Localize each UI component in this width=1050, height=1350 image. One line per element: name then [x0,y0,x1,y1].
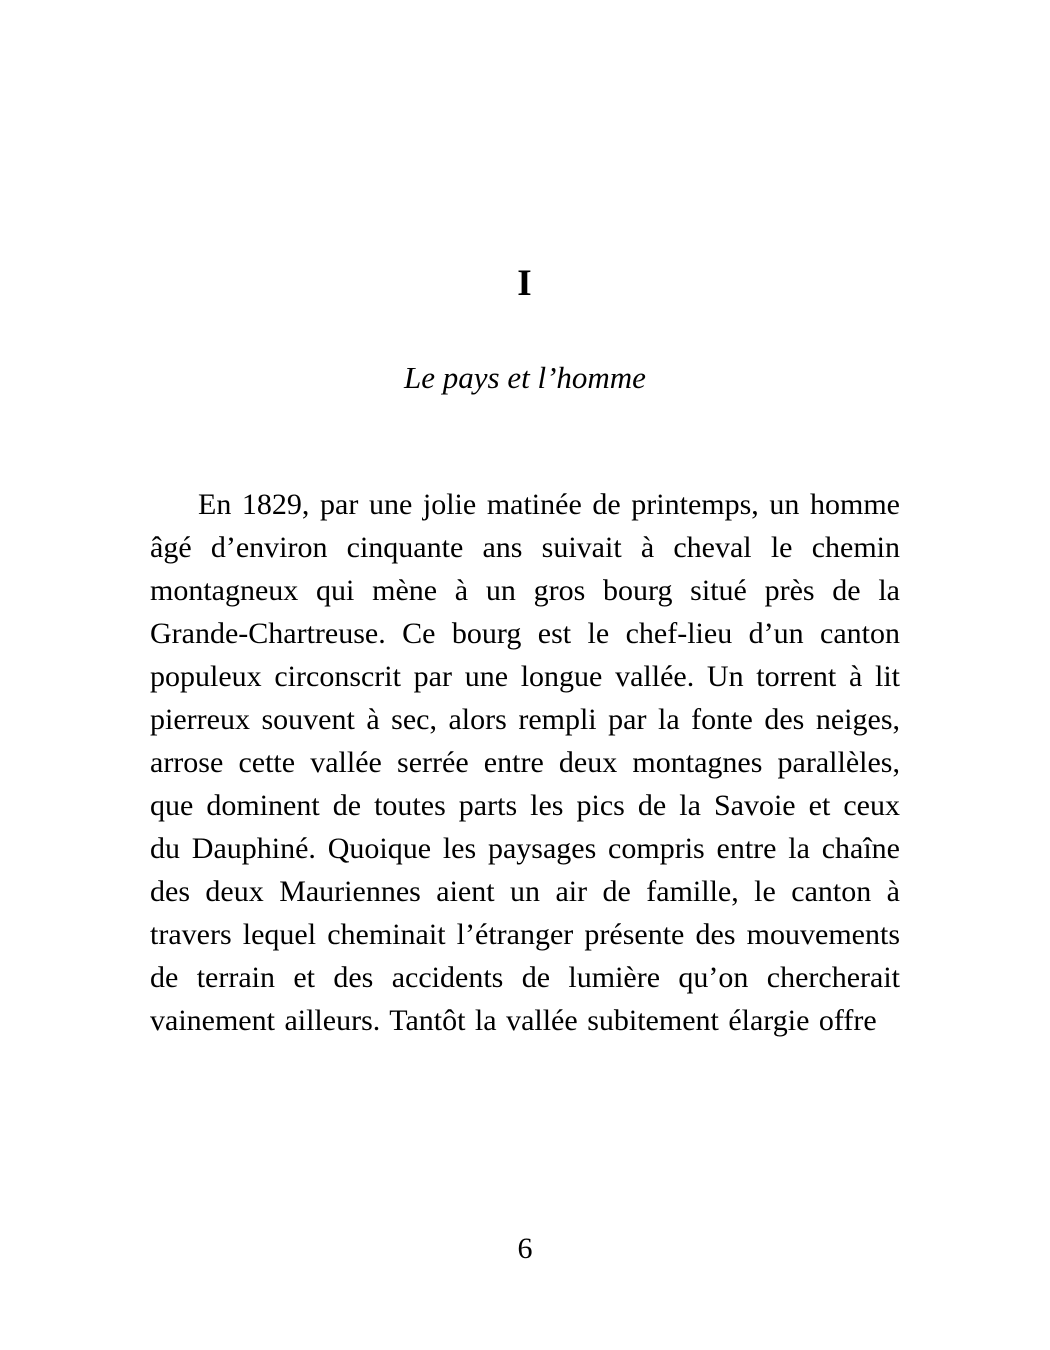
body-paragraph: En 1829, par une jolie matinée de printemps, un homme âgé d’environ cinquante ans suivait à cheval le chemin montagneux qui mène à un gros bourg situé près de la Grande-Chartreuse. Ce bourg est le chef-lieu d’un canton populeux circonscrit par une longue vallée. Un torrent à lit pierreux souvent à sec, alors rempli par la fonte des neiges, arrose cette vallée serrée entre deux montagnes parallèles, que dominent de toutes parts les pics de la Savoie et ceux du Dauphiné. Quoique les paysages compris entre la chaîne des deux Mauriennes aient un air de famille, le canton à travers lequel cheminait l’étranger présente des mouvements de terrain et des accidents de lumière qu’on chercherait vainement ailleurs. Tantôt la vallée subitement élargie offre [150,488,900,1037]
chapter-title: Le pays et l’homme [404,360,646,395]
page-number: 6 [517,1232,533,1265]
chapter-number: I [517,263,533,304]
